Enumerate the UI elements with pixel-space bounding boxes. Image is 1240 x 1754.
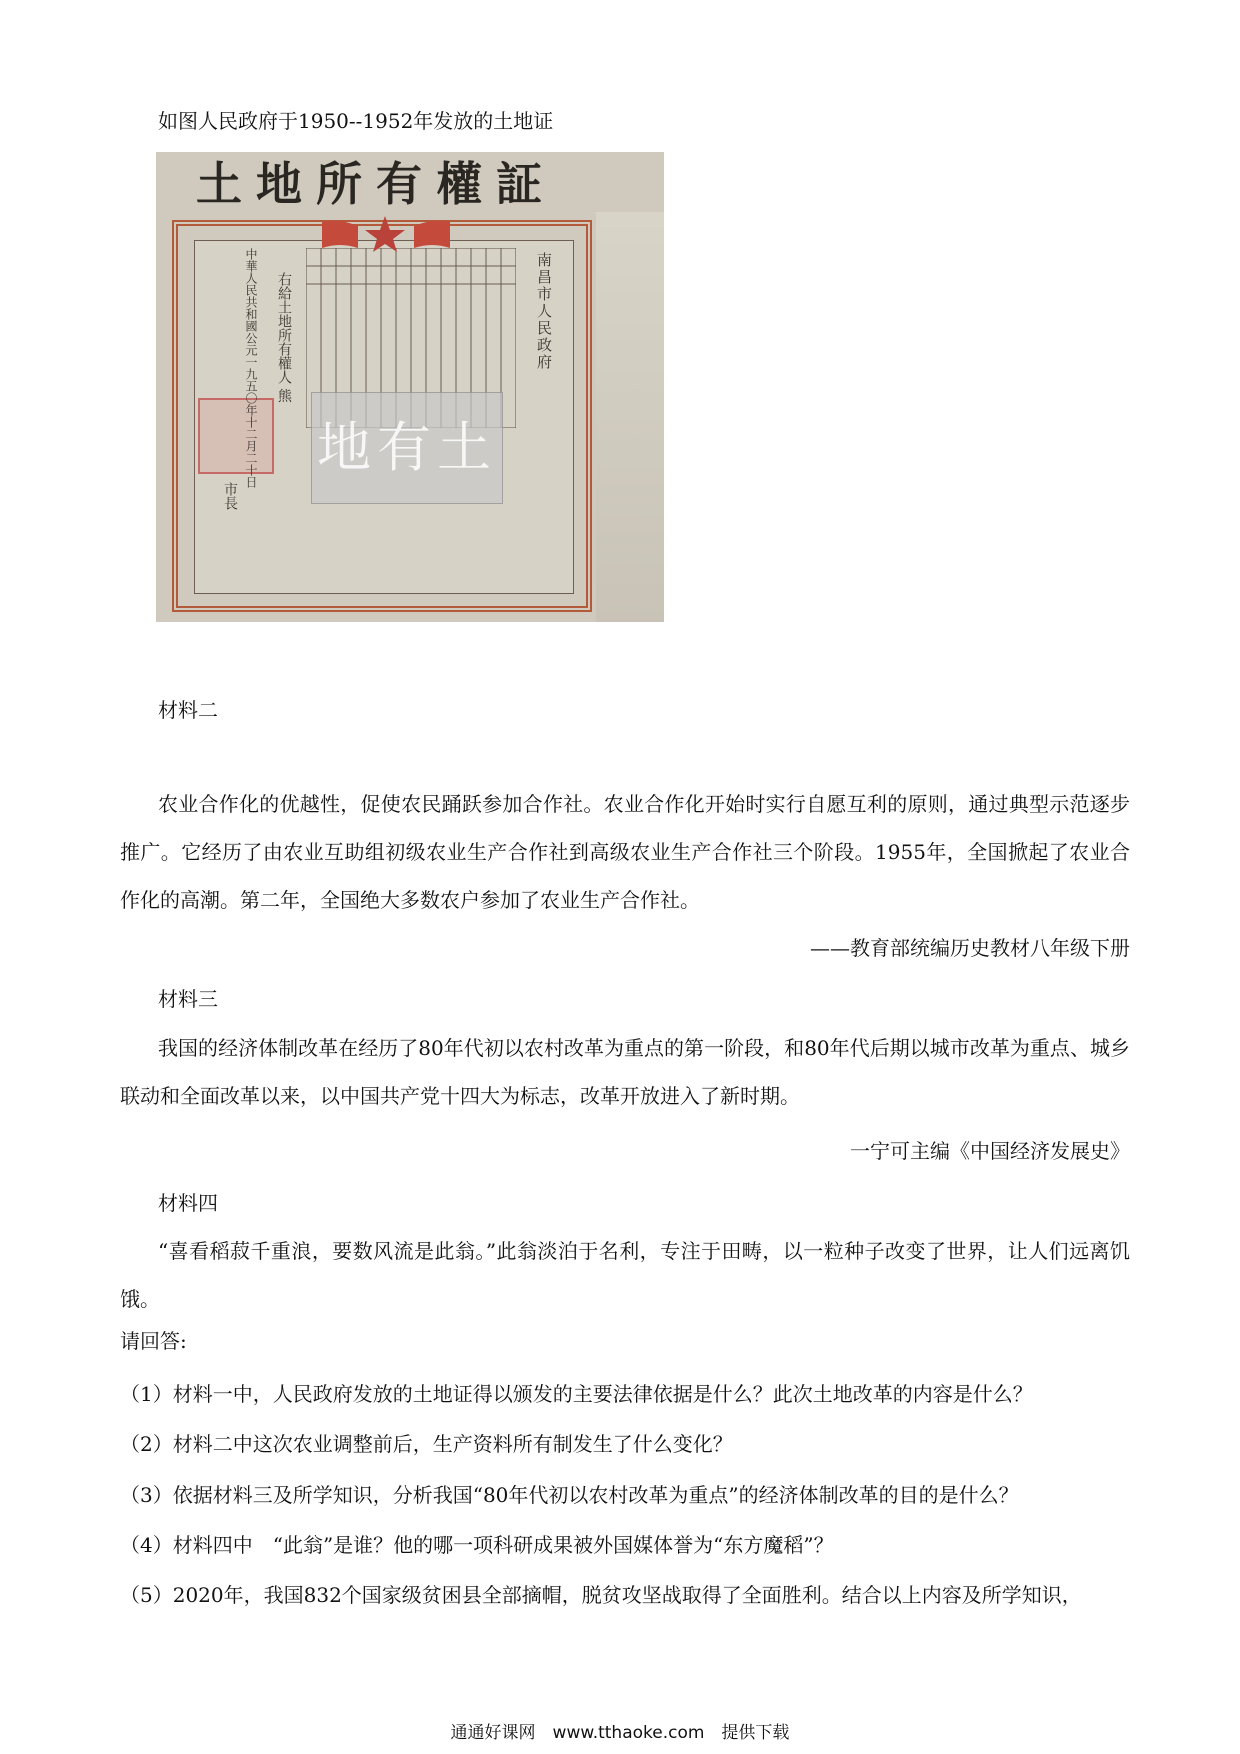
material2-heading: 材料二 xyxy=(158,698,218,722)
question-3: （3）依据材料三及所学知识，分析我国“80年代初以农村改革为重点”的经济体制改革的目的是什么？ xyxy=(120,1483,1019,1507)
material2-paragraph: 农业合作化的优越性，促使农民踊跃参加合作社。农业合作化开始时实行自愿互利的原则，通过典型示范逐步推广。它经历了由农业互助组初级农业生产合作社到高级农业生产合作社三个阶段。1955年，全国掀起了农业合作化的高潮。第二年，全国绝大多数农户参加了农业生产合作社。 xyxy=(120,792,1130,912)
stamp-text: 地有土 xyxy=(317,416,497,479)
material3-source: 一宁可主编《中国经济发展史》 xyxy=(850,1139,1130,1163)
page-footer: 通通好课网 www.tthaoke.com 提供下载 xyxy=(450,1723,790,1743)
flag-icon xyxy=(318,218,362,252)
question-1: （1）材料一中，人民政府发放的土地证得以颁发的主要法律依据是什么？此次土地改革的内容是什么？ xyxy=(120,1382,1033,1406)
red-seal-icon xyxy=(198,398,274,474)
question-2: （2）材料二中这次农业调整前后，生产资料所有制发生了什么变化？ xyxy=(120,1432,733,1456)
certificate-owner-line: 右給土地所有權人 熊 xyxy=(276,272,292,403)
certificate-side-strip xyxy=(596,212,664,622)
certificate-stamp xyxy=(311,392,503,504)
material4-heading: 材料四 xyxy=(158,1191,218,1215)
certificate-date-line: 中華人民共和國公元一九五〇年十二月二十日 xyxy=(244,248,258,488)
star-emblem-icon xyxy=(362,214,408,254)
material4-paragraph: “喜看稻菽千重浪，要数风流是此翁。”此翁淡泊于名利，专注于田畴，以一粒种子改变了世界，让人们远离饥饿。 xyxy=(120,1239,1130,1311)
certificate-mayor-label: 市長 xyxy=(222,482,238,510)
land-certificate-photo xyxy=(156,152,664,622)
image-caption: 如图人民政府于1950--1952年发放的土地证 xyxy=(158,109,554,133)
flag-icon xyxy=(410,218,454,252)
certificate-title: 土地所有權証 xyxy=(196,157,556,211)
material3-paragraph: 我国的经济体制改革在经历了80年代初以农村改革为重点的第一阶段，和80年代后期以城市改革为重点、城乡联动和全面改革以来，以中国共产党十四大为标志，改革开放进入了新时期。 xyxy=(120,1036,1130,1108)
answer-prompt: 请回答: xyxy=(120,1329,187,1353)
question-4: （4）材料四中 “此翁”是谁？他的哪一项科研成果被外国媒体誉为“东方魔稻”？ xyxy=(120,1533,834,1557)
question-5: （5）2020年，我国832个国家级贫困县全部摘帽，脱贫攻坚战取得了全面胜利。结合以上内容及所学知识， xyxy=(120,1583,1082,1607)
material3-heading: 材料三 xyxy=(158,987,218,1011)
material2-source: ——教育部统编历史教材八年级下册 xyxy=(810,936,1130,960)
certificate-issuer: 南昌市人民政府 xyxy=(535,252,553,371)
